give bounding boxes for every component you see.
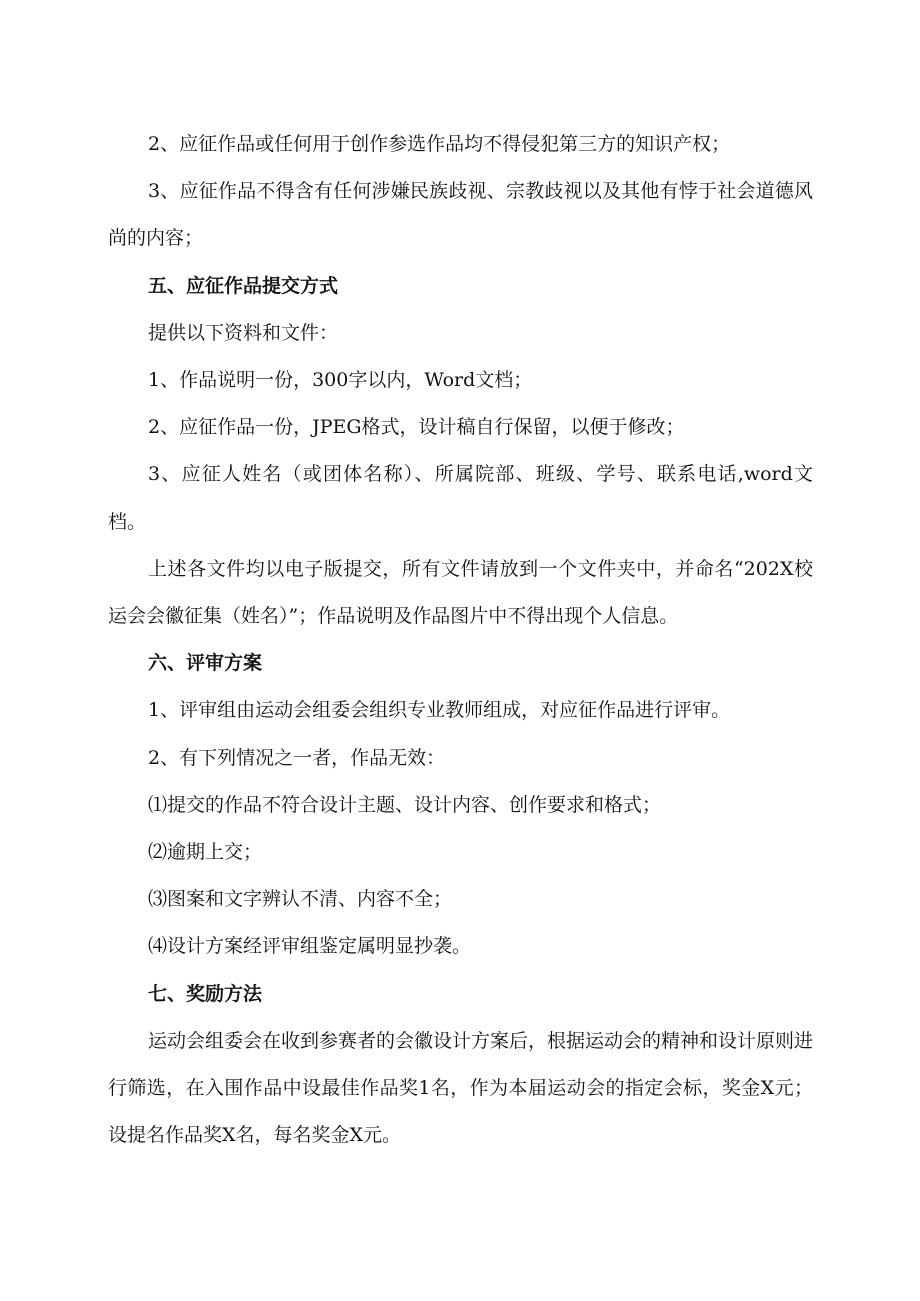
heading-review-plan: 六、评审方案: [148, 652, 263, 675]
paragraph-invalid-conditions: 2、有下列情况之一者，作品无效：: [148, 746, 446, 769]
list-item-invalid-4: ⑷设计方案经评审组鉴定属明显抄袭。: [148, 935, 472, 958]
paragraph-work-jpeg: 2、应征作品一份，JPEG格式，设计稿自行保留，以便于修改；: [148, 416, 685, 439]
paragraph-provide-materials: 提供以下资料和文件：: [148, 321, 339, 344]
heading-submission-method: 五、应征作品提交方式: [148, 274, 339, 297]
heading-award-method: 七、奖励方法: [148, 982, 263, 1005]
paragraph-ip-rights: 2、应征作品或任何用于创作参选作品均不得侵犯第三方的知识产权；: [148, 133, 731, 155]
list-item-invalid-2: ⑵逾期上交；: [148, 841, 263, 864]
paragraph-no-discrimination: 3、应征作品不得含有任何涉嫌民族歧视、宗教歧视以及其他有悖于社会道德风尚的内容；: [108, 180, 813, 250]
paragraph-award-details: 运动会组委会在收到参赛者的会徽设计方案后，根据运动会的精神和设计原则进行筛选，在入围作品中设最佳作品奖1名，作为本届运动会的指定会标，奖金X元；设提名作品奖X名，每名奖金X元。: [108, 1029, 814, 1147]
list-item-invalid-1: ⑴提交的作品不符合设计主题、设计内容、创作要求和格式；: [148, 793, 662, 816]
paragraph-applicant-info: 3、应征人姓名（或团体名称）、所属院部、班级、学号、联系电话,word文档。: [108, 463, 813, 533]
document-body: [108, 121, 813, 1159]
paragraph-review-panel: 1、评审组由运动会组委会组织专业教师组成，对应征作品进行评审。: [148, 699, 731, 722]
list-item-invalid-3: ⑶图案和文字辨认不清、内容不全；: [148, 888, 453, 911]
paragraph-electronic-submission: 上述各文件均以电子版提交，所有文件请放到一个文件夹中，并命名“202X校运会会徽征集（姓名）”；作品说明及作品图片中不得出现个人信息。: [108, 557, 813, 628]
paragraph-work-description: 1、作品说明一份，300字以内，Word文档；: [148, 369, 533, 392]
